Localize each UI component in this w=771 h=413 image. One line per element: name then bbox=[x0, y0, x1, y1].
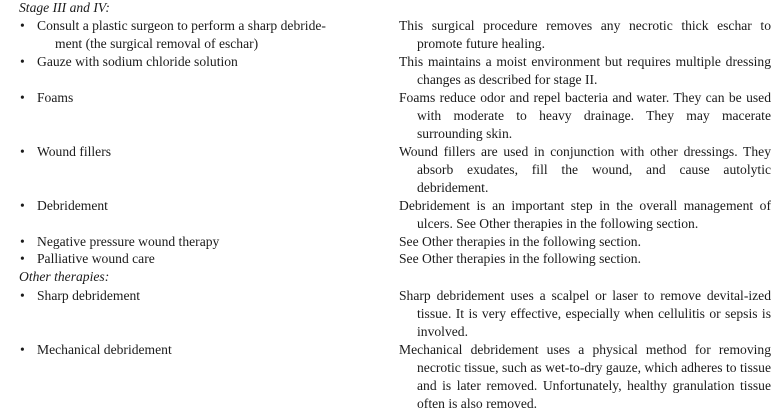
row-term-wound-fillers: Wound fillers bbox=[37, 144, 112, 159]
bullet-icon: • bbox=[20, 198, 25, 213]
row-desc-wound-fillers: Wound fillers are used in conjunction with other dressings. They absorb exudates, fill the wound, and cause autolytic debridement. bbox=[399, 144, 771, 195]
section-heading-other-therapies: Other therapies: bbox=[19, 269, 110, 284]
row-term-plastic-surgeon bbox=[37, 17, 382, 53]
section-heading-stage-3-4: Stage III and IV: bbox=[19, 0, 110, 15]
row-desc-foams: Foams reduce odor and repel bacteria and water. They can be used with moderate to heavy drainage. They may macerate surrounding skin. bbox=[399, 90, 771, 141]
row-desc-plastic-surgeon: This surgical procedure removes any necrotic thick eschar to promote future healing. bbox=[399, 18, 771, 51]
bullet-icon: • bbox=[20, 251, 25, 266]
row-term-foams: Foams bbox=[37, 90, 74, 105]
row-term-line: Consult a plastic surgeon to perform a sharp debride- bbox=[37, 18, 326, 33]
row-term-sharp-debridement: Sharp debridement bbox=[37, 288, 141, 303]
bullet-icon: • bbox=[20, 288, 25, 303]
row-term-mechanical-debridement: Mechanical debridement bbox=[37, 342, 172, 357]
bullet-icon: • bbox=[20, 54, 25, 69]
row-desc-negative-pressure: See Other therapies in the following section. bbox=[399, 234, 641, 249]
row-term-gauze: Gauze with sodium chloride solution bbox=[37, 54, 238, 69]
row-desc-gauze: This maintains a moist environment but requires multiple dressing changes as described for stage II. bbox=[399, 54, 771, 87]
row-term-debridement: Debridement bbox=[37, 198, 108, 213]
row-desc-mechanical-debridement: Mechanical debridement uses a physical method for removing necrotic tissue, such as wet-to-dry gauze, which adheres to tissue and is later removed. Unfortunately, healthy granulation tissue often is also removed. bbox=[399, 342, 771, 411]
row-term-palliative: Palliative wound care bbox=[37, 251, 155, 266]
bullet-icon: • bbox=[20, 234, 25, 249]
row-term-negative-pressure: Negative pressure wound therapy bbox=[37, 234, 220, 249]
row-desc-debridement: Debridement is an important step in the overall management of ulcers. See Other therapies in the following section. bbox=[399, 198, 771, 231]
bullet-icon: • bbox=[20, 144, 25, 159]
bullet-icon: • bbox=[20, 18, 25, 33]
row-desc-palliative: See Other therapies in the following section. bbox=[399, 251, 641, 266]
row-desc-sharp-debridement: Sharp debridement uses a scalpel or laser to remove devital-ized tissue. It is very effective, especially when cellulitis or sepsis is involved. bbox=[399, 288, 771, 339]
row-term-continuation: ment (the surgical removal of eschar) bbox=[55, 36, 259, 51]
bullet-icon: • bbox=[20, 342, 25, 357]
bullet-icon: • bbox=[20, 90, 25, 105]
